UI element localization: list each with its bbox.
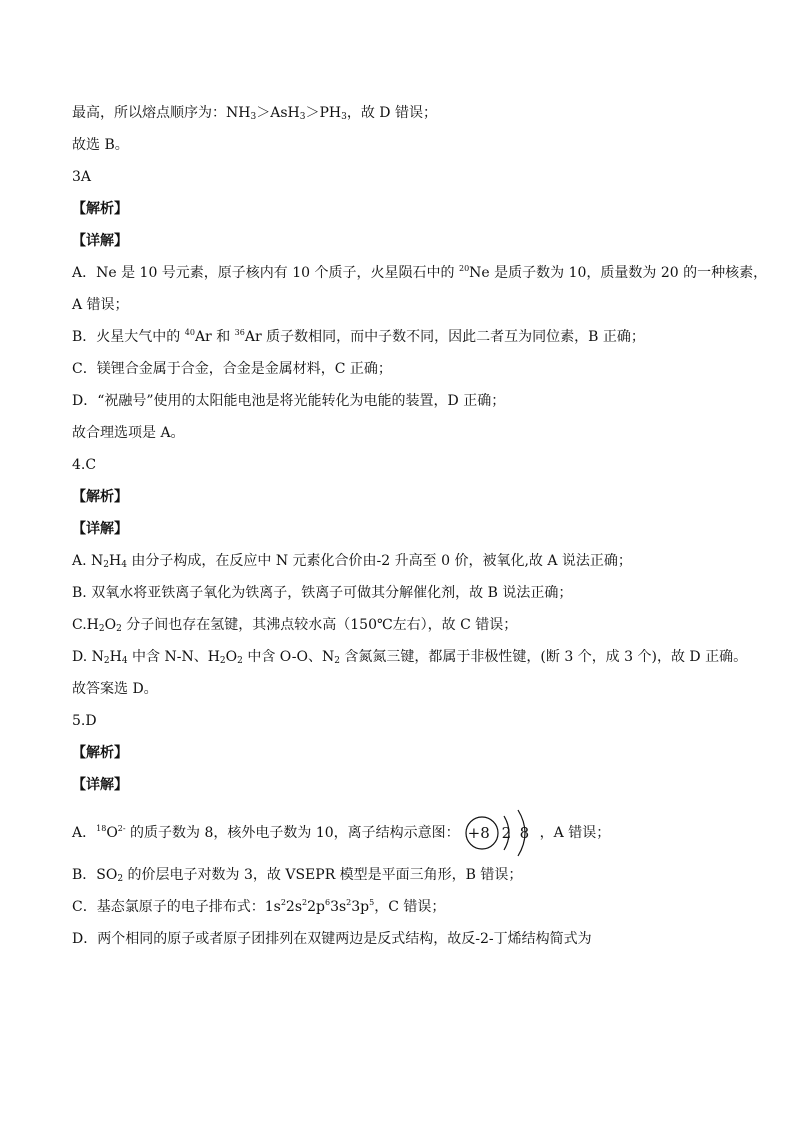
question-number: 3A — [72, 169, 92, 185]
section-heading: 【详解】 — [72, 233, 128, 249]
ion-shell-1-electrons: 2 — [501, 824, 512, 842]
text-line: 故选 B。 — [72, 137, 129, 153]
section-heading: 【详解】 — [72, 777, 128, 793]
section-heading: 【解析】 — [72, 201, 128, 217]
text-line: B．火星大气中的 $^{40}$Ar 和 $^{36}$Ar 质子数相同，而中子数不同，因此二者互为同位素，B 正确； — [72, 328, 645, 345]
text-line: D．“祝融号”使用的太阳能电池是将光能转化为电能的装置，D 正确； — [72, 393, 506, 409]
section-heading: 【解析】 — [72, 745, 128, 761]
question-number: 5.D — [72, 713, 97, 729]
text-line: 最高，所以熔点顺序为：$NH_3>AsH_3>PH_3$，故 D 错误； — [72, 105, 437, 122]
text-line: C．镁锂合金属于合金，合金是金属材料，C 正确； — [72, 361, 392, 377]
section-heading: 【详解】 — [72, 521, 128, 537]
text-line: A. $N_2H_4$ 由分子构成，在反应中 N 元素化合价由-2 升高至 0 价，被氧化,故 A 说法正确； — [72, 553, 632, 570]
text-line: D．两个相同的原子或者原子团排列在双键两边是反式结构，故反-2-丁烯结构简式为 — [72, 931, 592, 947]
ion-structure-diagram — [462, 818, 538, 848]
text-line: B．$SO_2$ 的价层电子对数为 3，故 VSEPR 模型是平面三角形，B 错误； — [72, 867, 523, 884]
ion-shell-2-electrons: 8 — [519, 824, 530, 842]
text-line: D. $N_2H_4$ 中含 N-N、$H_2O_2$ 中含 O-O、$N_2$ 含氮氮三键，都属于非极性键，(断 3 个，成 3 个)，故 D 正确。 — [72, 649, 748, 666]
text-line: A 错误； — [72, 297, 129, 313]
text-line: A．Ne 是 10 号元素，原子核内有 10 个质子，火星陨石中的 $^{20}$Ne 是质子数为 10，质量数为 20 的一种核素， — [72, 264, 768, 281]
text-line: C．基态氯原子的电子排布式：$1s^22s^22p^63s^23p^5$，C 错误； — [72, 898, 446, 915]
text-line: $C.H_2O_2$ 分子间也存在氢键，其沸点较水高（150℃左右），故 C 错误； — [72, 617, 518, 634]
text-line: A．$^{18}O^{2-}$ 的质子数为 8，核外电子数为 10，离子结构示意图： +8 2 8 ，A 错误； — [72, 818, 610, 848]
text-line: 故合理选项是 A。 — [72, 425, 185, 441]
ion-nucleus-charge: +8 — [467, 824, 490, 842]
question-number: 4.C — [72, 457, 97, 473]
text-line: 故答案选 D。 — [72, 681, 158, 697]
text-line: B. 双氧水将亚铁离子氧化为铁离子，铁离子可做其分解催化剂，故 B 说法正确； — [72, 585, 573, 601]
section-heading: 【解析】 — [72, 489, 128, 505]
